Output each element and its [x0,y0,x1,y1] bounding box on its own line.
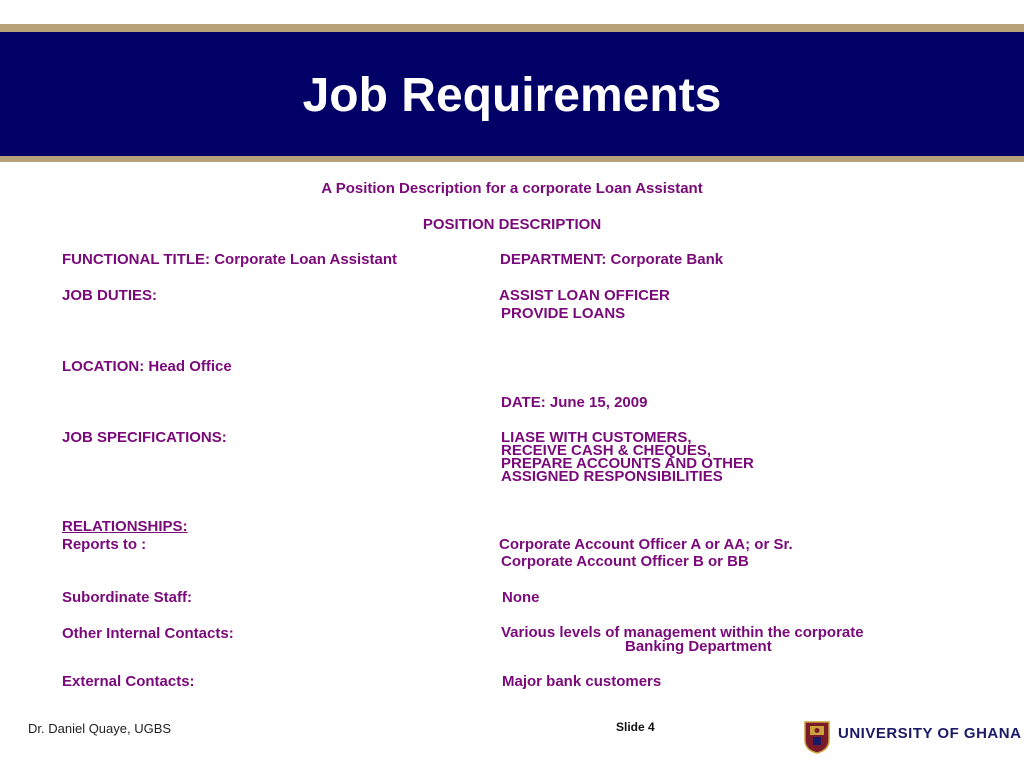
job-spec-item: LIASE WITH CUSTOMERS, [501,429,692,446]
internal-contacts-value: Various levels of management within the corporate [501,624,864,641]
reports-to-value: Corporate Account Officer B or BB [501,553,749,570]
functional-title: FUNCTIONAL TITLE: Corporate Loan Assistant [62,251,398,268]
job-duty-item: ASSIST LOAN OFFICER [499,287,670,304]
job-spec-item: ASSIGNED RESPONSIBILITIES [501,468,723,485]
section-heading: POSITION DESCRIPTION [422,216,602,233]
footer-author: Dr. Daniel Quaye, UGBS [28,721,172,736]
job-specs-label: JOB SPECIFICATIONS: [62,429,227,446]
job-spec-item: RECEIVE CASH & CHEQUES, [501,442,712,459]
date: DATE: June 15, 2009 [501,394,648,411]
university-name: UNIVERSITY OF GHANA [838,725,1022,742]
job-duties-label: JOB DUTIES: [62,287,158,304]
subordinate-label: Subordinate Staff: [62,589,192,606]
reports-to-value: Corporate Account Officer A or AA; or Sr. [499,536,793,553]
location: LOCATION: Head Office [62,358,232,375]
internal-contacts-value: Banking Department [625,638,772,655]
slide-title: Job Requirements [302,69,722,122]
subordinate-value: None [502,589,540,606]
internal-contacts-label: Other Internal Contacts: [62,625,234,642]
bottom-gold-stripe [0,156,1024,162]
top-gold-stripe [0,24,1024,32]
job-duty-item: PROVIDE LOANS [501,305,626,322]
job-spec-item: PREPARE ACCOUNTS AND OTHER [501,455,754,472]
subtitle: A Position Description for a corporate Loan Assistant [321,180,703,197]
department: DEPARTMENT: Corporate Bank [500,251,724,268]
relationships-label: RELATIONSHIPS: [62,518,188,535]
slide-number: Slide 4 [616,720,655,734]
external-contacts-value: Major bank customers [502,673,662,690]
university-crest-icon [802,720,832,754]
reports-to-label: Reports to : [62,536,147,553]
external-contacts-label: External Contacts: [62,673,195,690]
